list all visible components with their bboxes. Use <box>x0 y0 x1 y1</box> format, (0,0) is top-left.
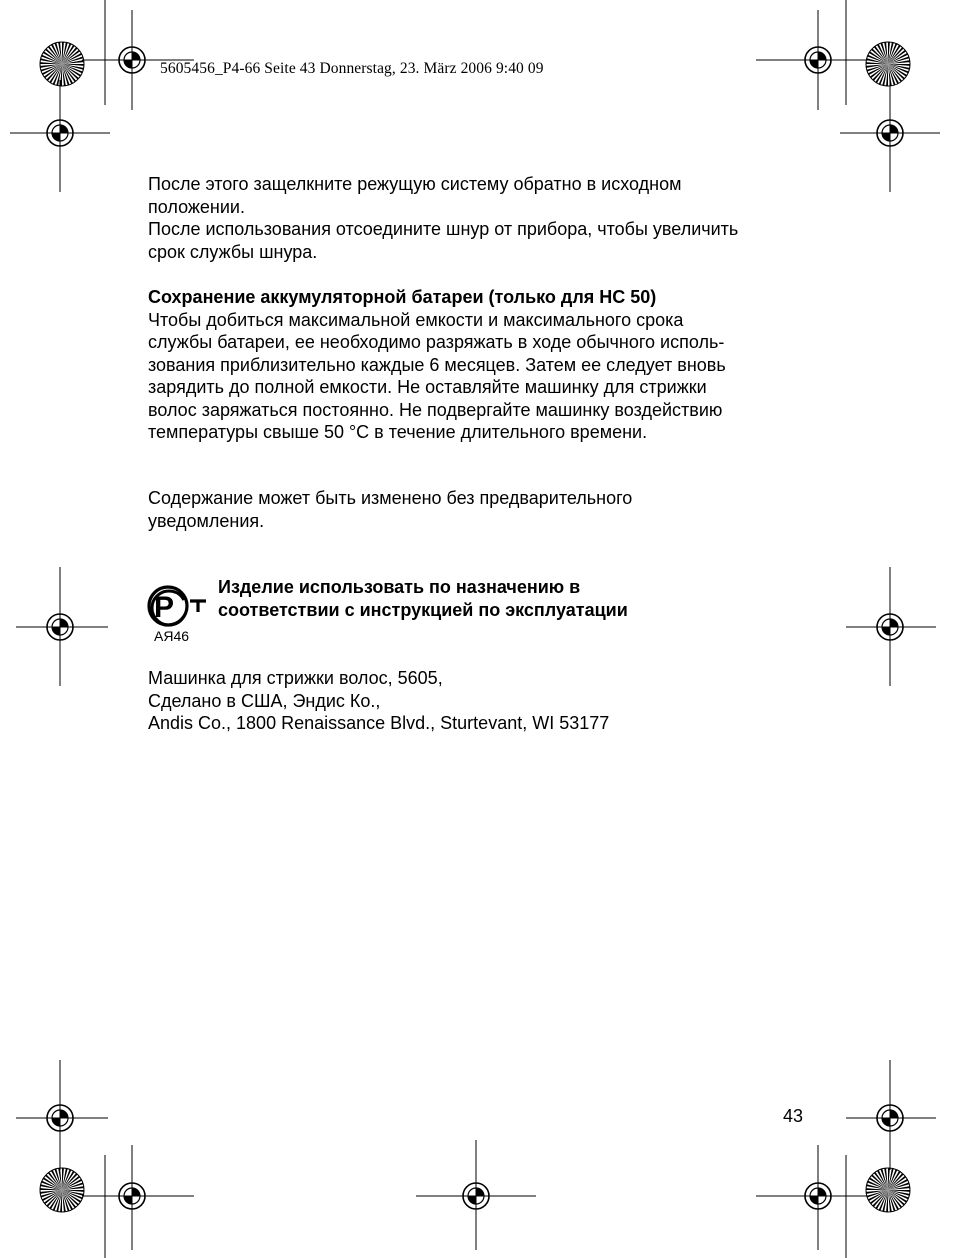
sunburst-target-icon <box>866 42 910 86</box>
text-line: Изделие использовать по назначению в <box>218 577 581 597</box>
text-line: После этого защелкните режущую систему обратно в исходном <box>148 174 682 194</box>
text-line: Сделано в США, Эндис Ко., <box>148 690 381 711</box>
text-line: Машинка для стрижки волос, 5605, <box>148 668 443 688</box>
text-line: Содержание может быть изменено без предварительного <box>148 488 633 508</box>
battery-section <box>148 286 838 444</box>
page-number: 43 <box>783 1106 804 1126</box>
sunburst-target-icon <box>40 42 84 86</box>
text-line: соответствии с инструкцией по эксплуатации <box>218 599 628 620</box>
text-line: зарядить до полной емкости. Не оставляйте машинку для стрижки <box>148 377 707 397</box>
gost-r-certification-icon <box>146 580 208 644</box>
svg-text:P: P <box>154 591 175 624</box>
sunburst-target-icon <box>40 1168 84 1212</box>
text-line: Andis Co., 1800 Renaissance Blvd., Sturtevant, WI 53177 <box>148 713 610 733</box>
print-slug-header: 5605456_P4-66 Seite 43 Donnerstag, 23. März 2006 9:40 09 <box>160 60 544 77</box>
text-line: срок службы шнура. <box>148 241 318 262</box>
certification-code: АЯ46 <box>154 628 190 644</box>
text-line: Чтобы добиться максимальной емкости и максимального срока <box>148 309 684 330</box>
product-info-paragraph <box>148 667 838 735</box>
sunburst-target-icon <box>866 1168 910 1212</box>
text-line: волос заряжаться постоянно. Не подвергайте машинку воздействию <box>148 399 723 420</box>
text-line: положении. <box>148 196 245 217</box>
text-line: После использования отсоедините шнур от прибора, чтобы увеличить <box>148 219 739 239</box>
text-line: температуры свыше 50 °C в течение длительного времени. <box>148 422 648 442</box>
battery-heading: Сохранение аккумуляторной батареи (только для HC 50) <box>148 287 657 307</box>
text-line: зования приблизительно каждые 6 месяцев. Затем ее следует вновь <box>148 354 726 375</box>
certification-statement <box>218 576 818 621</box>
text-line: уведомления. <box>148 510 265 531</box>
change-notice-paragraph <box>148 487 838 532</box>
cutting-system-paragraph <box>148 173 838 263</box>
text-line: службы батареи, ее необходимо разряжать в ходе обычного исполь- <box>148 332 725 352</box>
